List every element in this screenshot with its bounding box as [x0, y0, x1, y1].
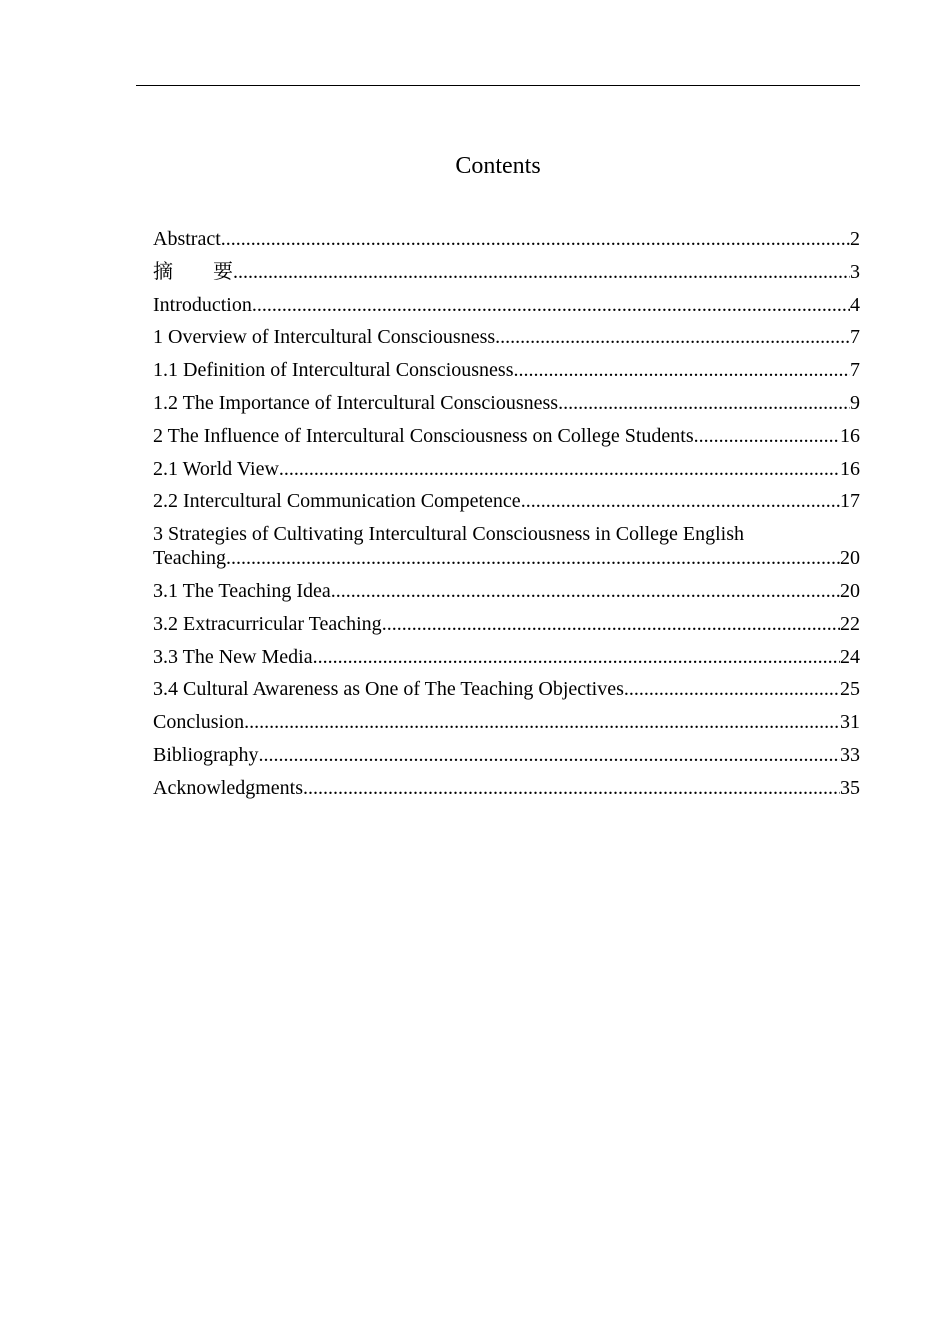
toc-entry-label: 3.3 The New Media [153, 645, 313, 668]
toc-entry-label: 3.4 Cultural Awareness as One of The Teaching Objectives [153, 678, 624, 701]
toc-entry-chapter-2[interactable] [153, 424, 860, 448]
toc-entry-label-line1: 3 Strategies of Cultivating Intercultural Consciousness in College English [153, 523, 745, 546]
toc-dot-leader [331, 579, 840, 603]
toc-dot-leader [624, 677, 840, 701]
toc-entry-label: Introduction [153, 293, 252, 316]
toc-page-number: 16 [840, 424, 860, 447]
toc-entry-acknowledgments[interactable] [153, 776, 860, 800]
toc-entry-label: 2.1 World View [153, 457, 279, 480]
toc-dot-leader [558, 391, 850, 415]
toc-entry-label: Bibliography [153, 743, 259, 766]
toc-page-number: 20 [840, 579, 860, 602]
toc-entry-label: 1.2 The Importance of Intercultural Consciousness [153, 391, 559, 414]
toc-entry-label: 摘 要 [153, 260, 233, 283]
toc-entry-label: 1 Overview of Intercultural Consciousness [153, 326, 496, 349]
toc-page-number: 2 [850, 228, 860, 250]
toc-entry-label: 2.2 Intercultural Communication Competence [153, 490, 521, 513]
toc-page-number: 20 [840, 547, 860, 570]
toc-entry-section-1-2[interactable] [153, 391, 860, 415]
toc-page-number: 3 [850, 260, 860, 283]
toc-entry-label: Conclusion [153, 711, 245, 734]
toc-entry-conclusion[interactable] [153, 710, 860, 734]
toc-dot-leader [252, 293, 850, 317]
toc-page-number: 17 [840, 490, 860, 513]
toc-dot-leader [259, 743, 840, 767]
toc-page-number: 31 [840, 711, 860, 734]
toc-entry-bibliography[interactable] [153, 743, 860, 767]
toc-dot-leader [694, 424, 840, 448]
toc-page-number: 22 [840, 612, 860, 635]
toc-page-number: 4 [850, 293, 860, 316]
toc-page-number: 24 [840, 645, 860, 668]
toc-entry-section-3-3[interactable] [153, 645, 860, 669]
toc-dot-leader [279, 457, 840, 481]
toc-page-number: 35 [840, 776, 860, 799]
toc-entry-section-3-4[interactable] [153, 677, 860, 701]
toc-entry-label: 1.1 Definition of Intercultural Consciousness [153, 359, 514, 382]
toc-entry-label-line2-row [153, 546, 860, 570]
header-rule [136, 85, 860, 86]
toc-page-number: 7 [850, 359, 860, 382]
toc-entry-label: 2 The Influence of Intercultural Consciousness on College Students [153, 424, 694, 447]
toc-entry-chinese-abstract[interactable] [153, 260, 860, 284]
table-of-contents [153, 227, 860, 809]
toc-dot-leader [233, 260, 850, 284]
toc-page-number: 16 [840, 457, 860, 480]
toc-entry-label: Abstract [153, 228, 221, 250]
toc-entry-label: 3.2 Extracurricular Teaching [153, 612, 382, 635]
toc-entry-section-1-1[interactable] [153, 358, 860, 382]
toc-entry-chapter-1[interactable] [153, 325, 860, 349]
toc-entry-section-3-2[interactable] [153, 612, 860, 636]
toc-entry-section-2-2[interactable] [153, 489, 860, 513]
toc-dot-leader [221, 227, 850, 251]
toc-page-number: 33 [840, 743, 860, 766]
toc-page-number: 7 [850, 326, 860, 349]
page-title: Contents [455, 153, 541, 179]
toc-dot-leader [495, 325, 850, 349]
toc-dot-leader [382, 612, 840, 636]
toc-dot-leader [244, 710, 840, 734]
toc-entry-section-3-1[interactable] [153, 579, 860, 603]
toc-page-number: 25 [840, 678, 860, 701]
toc-entry-label: Acknowledgments [153, 776, 303, 799]
toc-page-number: 9 [850, 391, 860, 414]
toc-entry-introduction[interactable] [153, 293, 860, 317]
toc-dot-leader [303, 776, 840, 800]
toc-entry-abstract[interactable] [153, 227, 860, 251]
toc-entry-chapter-3[interactable] [153, 522, 860, 570]
toc-entry-label-line2: Teaching [153, 547, 227, 570]
toc-dot-leader [313, 645, 840, 669]
toc-entry-label: 3.1 The Teaching Idea [153, 579, 331, 602]
toc-dot-leader [521, 489, 840, 513]
toc-entry-section-2-1[interactable] [153, 457, 860, 481]
toc-dot-leader [226, 546, 840, 570]
toc-dot-leader [514, 358, 851, 382]
